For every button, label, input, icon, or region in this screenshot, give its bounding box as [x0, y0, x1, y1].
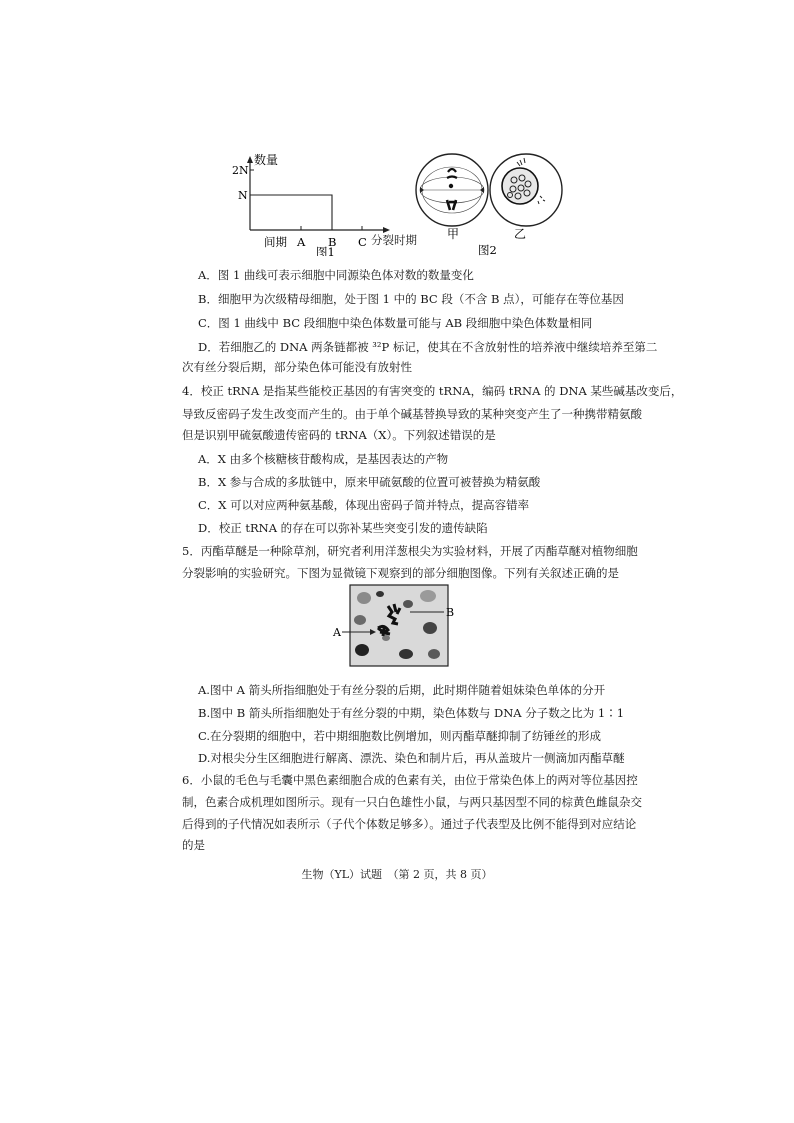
page-footer: 生物（YL）试题 （第 2 页，共 8 页） — [301, 868, 493, 881]
figure-2 — [414, 150, 564, 260]
fig2-label-yi: 乙 — [514, 227, 527, 241]
fig1-x-tick-a: A — [297, 235, 306, 249]
q3-option-d: D．若细胞乙的 DNA 两条链都被 ³²P 标记，使其在不含放射性的培养液中继续培养至第二 — [198, 340, 658, 354]
q3-option-b: B．细胞甲为次级精母细胞，处于图 1 中的 BC 段（不含 B 点），可能存在等位基因 — [198, 292, 624, 306]
fig1-x-tick-interphase: 间期 — [264, 235, 287, 249]
fig2-caption: 图2 — [478, 243, 497, 257]
q5-option-b: B.图中 B 箭头所指细胞处于有丝分裂的中期，染色体数与 DNA 分子数之比为 1∶1 — [198, 706, 625, 720]
q5-figure-label-b: B — [446, 606, 455, 619]
q3-option-d-cont: 次有丝分裂后期，部分染色体可能没有放射性 — [182, 360, 412, 374]
q6-stem-line-3: 后得到的子代情况如表所示（子代个体数足够多）。通过子代表型及比例不能得到对应结论 — [182, 817, 637, 831]
q5-stem-line-1: 5．丙酯草醚是一种除草剂，研究者利用洋葱根尖为实验材料，开展了丙酯草醚对植物细胞 — [182, 544, 638, 558]
q6-stem-line-2: 制，色素合成机理如图所示。现有一只白色雄性小鼠，与两只基因型不同的棕黄色雌鼠杂交 — [182, 795, 642, 809]
q4-stem-line-3: 但是识别甲硫氨酸遗传密码的 tRNA（X）。下列叙述错误的是 — [182, 428, 496, 442]
q5-option-d: D.对根尖分生区细胞进行解离、漂洗、染色和制片后，再从盖玻片一侧滴加丙酯草醚 — [198, 751, 625, 765]
fig1-x-axis-label: 分裂时期 — [371, 233, 417, 247]
fig1-x-tick-c: C — [358, 235, 367, 249]
q4-option-d: D．校正 tRNA 的存在可以弥补某些突变引发的遗传缺陷 — [198, 521, 488, 535]
q4-stem-line-1: 4．校正 tRNA 是指某些能校正基因的有害突变的 tRNA，编码 tRNA 的 DNA 某些碱基改变后， — [182, 384, 683, 398]
q5-stem-line-2: 分裂影响的实验研究。下图为显微镜下观察到的部分细胞图像。下列有关叙述正确的是 — [182, 566, 619, 580]
fig1-y-tick-2n: 2N — [232, 164, 249, 177]
q3-option-c: C．图 1 曲线中 BC 段细胞中染色体数量可能与 AB 段细胞中染色体数量相同 — [198, 316, 593, 330]
q6-stem-line-4: 的是 — [182, 838, 205, 852]
q5-option-a: A.图中 A 箭头所指细胞处于有丝分裂的后期，此时期伴随着姐妹染色单体的分开 — [198, 683, 606, 697]
q4-option-b: B．X 参与合成的多肽链中，原来甲硫氨酸的位置可被替换为精氨酸 — [198, 475, 541, 489]
fig1-x-tick-b: B — [328, 235, 337, 249]
fig2-label-jia: 甲 — [447, 227, 460, 241]
q4-stem-line-2: 导致反密码子发生改变而产生的。由于单个碱基替换导致的某种突变产生了一种携带精氨酸 — [182, 407, 642, 421]
fig1-y-axis-label: 数量 — [254, 153, 279, 167]
cell-jia — [416, 154, 488, 226]
q5-figure-label-a: A — [333, 626, 341, 639]
q3-option-a: A．图 1 曲线可表示细胞中同源染色体对数的数量变化 — [198, 268, 474, 282]
q5-option-c: C.在分裂期的细胞中，若中期细胞数比例增加，则丙酯草醚抑制了纺锤丝的形成 — [198, 729, 602, 743]
cell-yi — [490, 154, 562, 226]
fig1-caption: 图1 — [316, 245, 335, 256]
q4-option-c: C．X 可以对应两种氨基酸，体现出密码子简并特点，提高容错率 — [198, 498, 530, 512]
q6-stem-line-1: 6．小鼠的毛色与毛囊中黑色素细胞合成的色素有关，由位于常染色体上的两对等位基因控 — [182, 773, 638, 787]
q5-micrograph — [330, 584, 470, 668]
q4-option-a: A．X 由多个核糖核苷酸构成，是基因表达的产物 — [198, 452, 449, 466]
fig1-y-tick-n: N — [238, 189, 248, 202]
